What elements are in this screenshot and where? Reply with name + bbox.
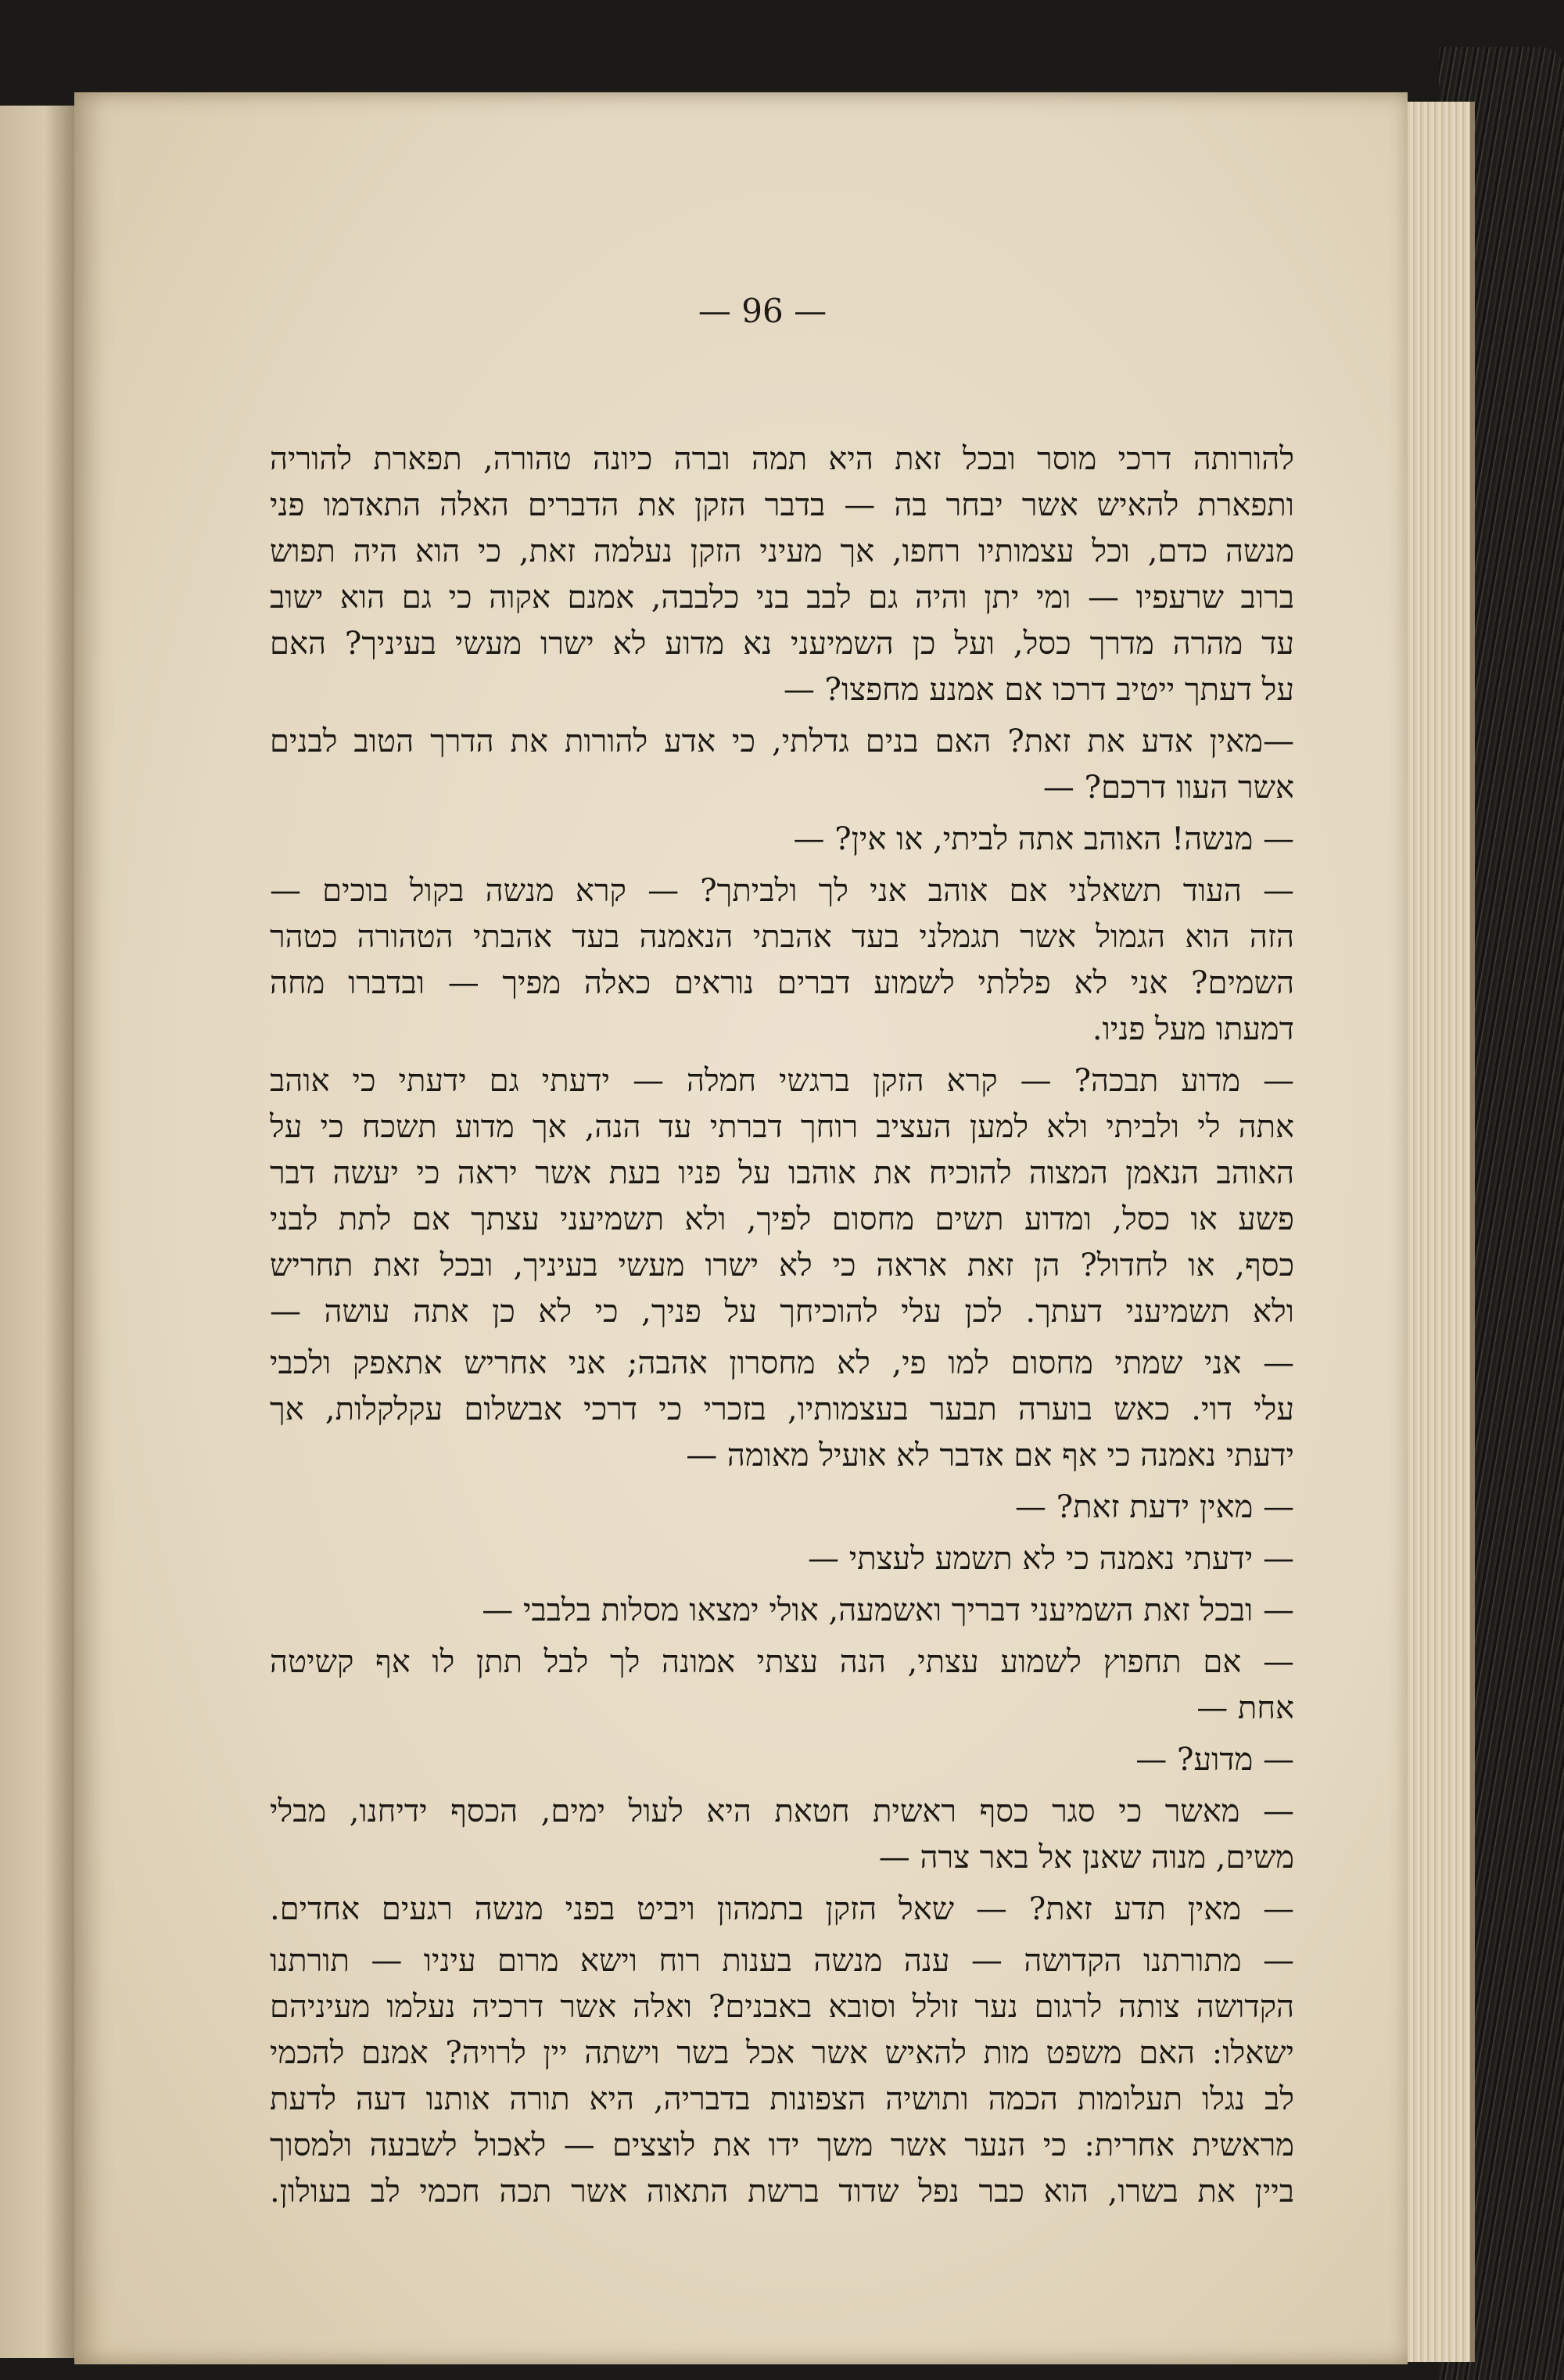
text-line: להורותה דרכי מוסר ובכל זאת היא תמה וברה כיונה טהורה, תפארת להוריה: [270, 441, 1294, 477]
text-line: — מתורתנו הקדושה — ענה מנשה בענות רוח וישא מרום עיניו — תורתנו: [270, 1943, 1294, 1979]
paragraph-gap: [270, 1933, 1294, 1938]
text-line: לב נגלו תעלומות הכמה ותושיה הצפונות בדבריה, היא תורה אותנו דעה לדעת: [270, 2081, 1294, 2117]
text-line: מנשה כדם, וכל עצמותיו רחפו, אך מעיני הזקן נעלמה זאת, כי הוא היה תפוש: [270, 533, 1294, 569]
text-line: —מאין אדע את זאת? האם בנים גדלתי, כי אדע להורות את הדרך הטוב לבנים: [270, 723, 1294, 759]
paragraph-gap: [270, 1531, 1294, 1536]
text-line: אשר העוו דרכם? —: [1042, 770, 1294, 806]
text-line: — ובכל זאת השמיעני דבריך ואשמעה, אולי ימצאו מסלות בלבבי —: [482, 1592, 1294, 1628]
paragraph-gap: [270, 863, 1294, 868]
text-line: פשע או כסל, ומדוע תשים מחסום לפיך, ולא תשמיעני עצתך אם לתת לבני: [270, 1201, 1294, 1237]
text-line: ברוב שרעפיו — ומי יתן והיה גם לבב בני כלבבה, אמנם אקוה כי גם הוא ישוב: [270, 580, 1294, 616]
text-line: הקדושה צותה לרגום נער זולל וסובא באבנים? ואלה אשר דרכיה נעלמו מעיניהם: [270, 1989, 1294, 2025]
text-line: ידעתי נאמנה כי אף אם אדבר לא אועיל מאומה —: [686, 1438, 1294, 1474]
text-line: ולא תשמיעני דעתך. לכן עלי להוכיחך על פניך, כי לא כן אתה עושה —: [270, 1294, 1294, 1330]
text-line: אתה לי ולביתי ולא למען העציב רוחך דברתי עד הנה, אך מדוע תשכח כי על: [270, 1109, 1294, 1145]
text-line: הזה הוא הגמול אשר תגמלני בעד אהבתי הנאמנה בעד אהבתי הטהורה כטהר: [270, 919, 1294, 955]
paragraph-gap: [270, 1582, 1294, 1588]
text-line: ישאלו: האם משפט מות להאיש אשר אכל בשר וישתה יין לרויה? אמנם להכמי: [270, 2035, 1294, 2071]
text-line: — מנשה! האוהב אתה לביתי, או אין? —: [793, 821, 1294, 857]
text-line: — מדוע תבכה? — קרא הזקן ברגשי חמלה — ידעתי גם ידעתי כי אוהב: [270, 1063, 1294, 1099]
text-line: עלי דוי. כאש בוערה תבער בעצמותיו, בזכרי כי דרכי אבשלום עקלקלות, אך: [270, 1391, 1294, 1427]
paragraph-gap: [270, 713, 1294, 719]
text-line: עד מהרה מדרך כסל, ועל כן השמיעני נא מדוע לא ישרו מעשי בעיניך? האם: [270, 626, 1294, 662]
paragraph-gap: [270, 1783, 1294, 1789]
text-line: — מדוע? —: [1135, 1742, 1294, 1778]
text-line: — מאין ידעת זאת? —: [1014, 1489, 1294, 1525]
page-number: — 96 —: [698, 292, 827, 330]
paragraph-gap: [270, 1634, 1294, 1639]
text-line: — מאשר כי סגר כסף ראשית חטאת היא לעול ימים, הכסף ידיחנו, מבלי: [270, 1793, 1294, 1829]
text-line: ביין את בשרו, הוא כבר נפל שדוד ברשת התאוה אשר תכה חכמי לב בעולון.: [270, 2174, 1294, 2209]
text-line: ותפארת להאיש אשר יבחר בה — בדבר הזקן את הדברים האלה התאדמו פני: [270, 487, 1294, 523]
body-text: [270, 436, 1294, 2215]
paragraph-gap: [270, 1881, 1294, 1886]
text-line: מראשית אחרית: כי הנער אשר משך ידו את לוצצים — לאכול לשבעה ולמסוך: [270, 2127, 1294, 2163]
paragraph-gap: [270, 1479, 1294, 1484]
paragraph-gap: [270, 1335, 1294, 1341]
text-line: — מאין תדע זאת? — שאל הזקן בתמהון ויביט בפני מנשה רגעים אחדים.: [270, 1891, 1294, 1927]
text-line: על דעתך ייטיב דרכו אם אמנע מחפצו? —: [783, 672, 1294, 708]
paragraph-gap: [270, 1053, 1294, 1058]
book-page: [74, 92, 1408, 2364]
text-line: — אני שמתי מחסום למו פי, לא מחסרון אהבה; אני אחריש אתאפק ולכבי: [270, 1345, 1294, 1381]
paragraph-gap: [270, 811, 1294, 817]
text-line: דמעתו מעל פניו.: [1092, 1011, 1294, 1047]
text-line: — ידעתי נאמנה כי לא תשמע לעצתי —: [808, 1541, 1294, 1577]
text-line: השמים? אני לא פללתי לשמוע דברים נוראים כאלה מפיך — ובדברו מחה: [270, 965, 1294, 1001]
text-line: כסף, או לחדול? הן זאת אראה כי לא ישרו מעשי בעיניך, ובכל זאת תחריש: [270, 1247, 1294, 1283]
facing-page-edge: [0, 106, 74, 2358]
text-line: — העוד תשאלני אם אוהב אני לך ולביתך? — קרא מנשה בקול בוכים —: [270, 873, 1294, 909]
text-line: משים, מנוה שאנן אל באר צרה —: [878, 1840, 1294, 1876]
text-line: האוהב הנאמן המצוה להוכיח את אוהבו על פניו בעת אשר יראה כי יעשה דבר: [270, 1155, 1294, 1191]
paragraph-gap: [270, 1732, 1294, 1737]
text-line: אחת —: [1196, 1690, 1294, 1726]
text-line: — אם תחפוץ לשמוע עצתי, הנה עצתי אמונה לך לבל תתן לו אף קשיטה: [270, 1644, 1294, 1680]
